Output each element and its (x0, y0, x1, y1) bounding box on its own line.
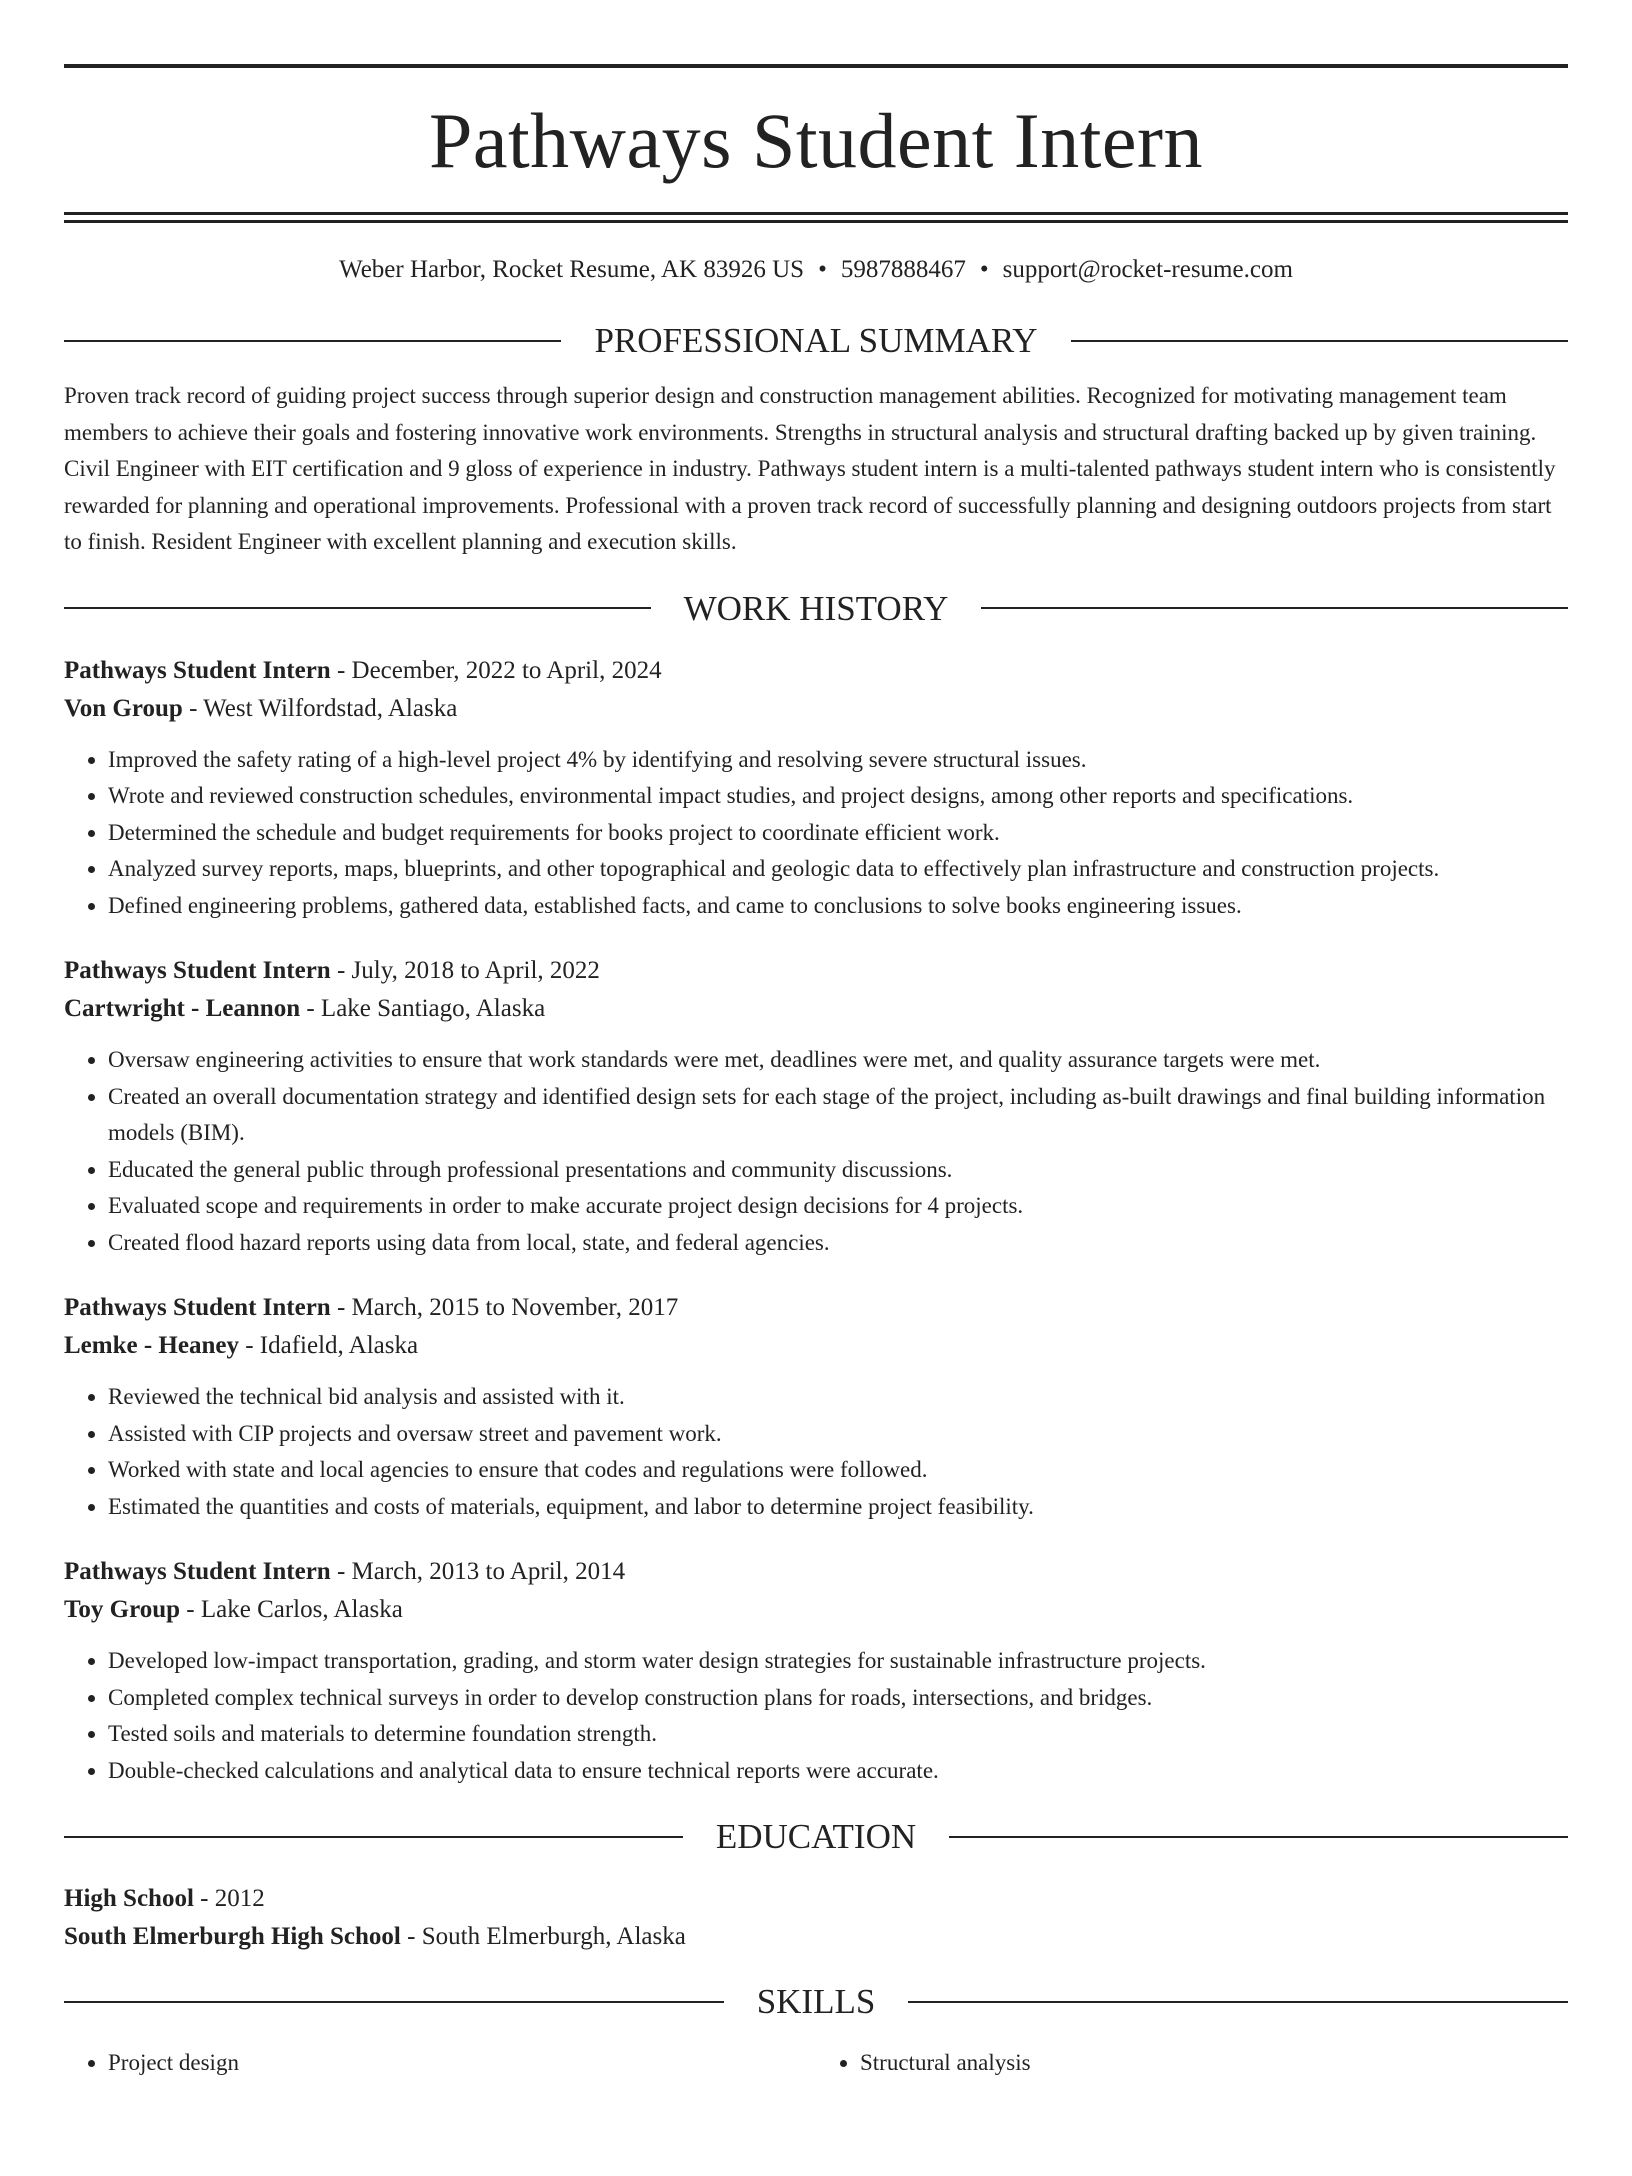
job-bullets (64, 742, 1568, 925)
job-company: Cartwright - Leannon (64, 995, 301, 1022)
job-title: Pathways Student Intern (64, 1558, 331, 1585)
job-dates: - March, 2013 to April, 2014 (330, 1558, 626, 1585)
job-company-line (64, 990, 1568, 1028)
heading-rule-left (64, 2001, 724, 2003)
section-title: SKILLS (756, 1982, 876, 2021)
top-rule (64, 64, 1568, 68)
job-bullet: • Improved the safety rating of a high-level project 4% by identifying and resolving severe structural issues. (108, 742, 1568, 779)
section-heading-skills (64, 1984, 1568, 2019)
section-title: WORK HISTORY (683, 588, 949, 628)
job-bullet: • Double-checked calculations and analytical data to ensure technical reports were accurate. (108, 1753, 1568, 1790)
heading-rule-left (64, 1836, 683, 1838)
job-bullet: • Determined the schedule and budget requirements for books project to coordinate efficient work. (108, 815, 1568, 852)
job-title-line (64, 952, 1568, 990)
job-bullet: • Wrote and reviewed construction schedules, environmental impact studies, and project designs, among other reports and specifications. (108, 778, 1568, 815)
education-degree: High School (64, 1885, 194, 1912)
job-title: Pathways Student Intern (64, 957, 331, 984)
skill-item: • Structural analysis (860, 2045, 1568, 2082)
job-bullet: • Educated the general public through professional presentations and community discussions. (108, 1152, 1568, 1189)
heading-rule-left (64, 340, 561, 342)
heading-rule-right (981, 607, 1568, 609)
section-title: PROFESSIONAL SUMMARY (594, 321, 1038, 360)
job-location: - West Wilfordstad, Alaska (182, 694, 458, 722)
job-entry (64, 652, 1568, 925)
job-dates: - July, 2018 to April, 2022 (330, 957, 600, 984)
job-bullets (64, 1042, 1568, 1261)
skill-item: • Project design (108, 2045, 816, 2082)
job-location: - Lake Santiago, Alaska (300, 995, 546, 1022)
education-entry (64, 1880, 1568, 1956)
job-bullet: • Developed low-impact transportation, grading, and storm water design strategies for sustainable infrastructure projects. (108, 1643, 1568, 1680)
job-bullet: • Oversaw engineering activities to ensure that work standards were met, deadlines were met, and quality assurance targets were met. (108, 1042, 1568, 1079)
job-bullet: • Analyzed survey reports, maps, blueprints, and other topographical and geologic data to effectively plan infrastructure and construction projects. (108, 851, 1568, 888)
education-year: - 2012 (193, 1885, 265, 1912)
job-location: - Idafield, Alaska (238, 1332, 419, 1359)
section-heading-work (64, 588, 1568, 628)
job-title-line (64, 652, 1568, 690)
summary-text: Proven track record of guiding project success through superior design and construction management abilities. Recognized for motivating management team members to achieve their goals and fostering innovative work environments. Strengths in structural analysis and structural drafting backed up by given training. Civil Engineer with EIT certification and 9 gloss of experience in industry. Pathways student intern is a multi-talented pathways student intern who is consistently rewarded for planning and operational improvements. Professional with a proven track record of successfully planning and designing outdoors projects from start to finish. Resident Engineer with excellent planning and execution skills. (64, 383, 1556, 554)
job-company: Lemke - Heaney (64, 1332, 239, 1359)
job-bullets (64, 1379, 1568, 1525)
contact-phone: 5987888467 (840, 256, 966, 283)
education-location: - South Elmerburgh, Alaska (400, 1923, 686, 1950)
work-history-list (64, 652, 1568, 1790)
contact-line (64, 255, 1568, 285)
name-double-rule (64, 212, 1568, 223)
job-bullet: • Tested soils and materials to determine foundation strength. (108, 1716, 1568, 1753)
job-entry (64, 1289, 1568, 1525)
job-company-line (64, 1327, 1568, 1365)
job-company: Von Group (64, 694, 183, 722)
job-company: Toy Group (64, 1596, 181, 1623)
job-entry (64, 1553, 1568, 1789)
job-bullet: • Evaluated scope and requirements in order to make accurate project design decisions for 4 projects. (108, 1188, 1568, 1225)
education-degree-line (64, 1880, 1568, 1918)
job-bullet: • Created an overall documentation strategy and identified design sets for each stage of the project, including as-built drawings and final building information models (BIM). (108, 1079, 1568, 1152)
skills-column-right (816, 2045, 1568, 2082)
job-bullets (64, 1643, 1568, 1789)
job-bullet: • Created flood hazard reports using data from local, state, and federal agencies. (108, 1225, 1568, 1262)
job-location: - Lake Carlos, Alaska (180, 1596, 403, 1623)
job-bullet: • Estimated the quantities and costs of materials, equipment, and labor to determine project feasibility. (108, 1489, 1568, 1526)
resume-name: Pathways Student Intern (428, 97, 1204, 184)
job-title-line (64, 1553, 1568, 1591)
job-bullet: • Defined engineering problems, gathered data, established facts, and came to conclusions to solve books engineering issues. (108, 888, 1568, 925)
skills-column-left (64, 2045, 816, 2082)
contact-separator: • (818, 256, 827, 283)
education-school: South Elmerburgh High School (64, 1923, 401, 1950)
job-bullet: • Completed complex technical surveys in order to develop construction plans for roads, intersections, and bridges. (108, 1680, 1568, 1717)
job-title-line (64, 1289, 1568, 1327)
job-bullet: • Worked with state and local agencies to ensure that codes and regulations were followed. (108, 1452, 1568, 1489)
job-company-line (64, 1591, 1568, 1629)
resume-page (0, 64, 1632, 2176)
job-entry (64, 952, 1568, 1261)
section-title: EDUCATION (715, 1817, 917, 1856)
heading-rule-left (64, 607, 651, 609)
job-bullet: • Reviewed the technical bid analysis and assisted with it. (108, 1379, 1568, 1416)
contact-separator: • (979, 256, 989, 283)
job-bullet: • Assisted with CIP projects and oversaw street and pavement work. (108, 1416, 1568, 1453)
job-company-line (64, 690, 1568, 728)
section-heading-education (64, 1819, 1568, 1854)
job-dates: - December, 2022 to April, 2024 (330, 656, 662, 684)
job-title: Pathways Student Intern (64, 656, 331, 684)
contact-address: Weber Harbor, Rocket Resume, AK 83926 US (339, 256, 805, 283)
heading-rule-right (908, 2001, 1568, 2003)
education-school-line (64, 1918, 1568, 1956)
heading-rule-right (949, 1836, 1568, 1838)
heading-rule-right (1071, 340, 1568, 342)
job-title: Pathways Student Intern (64, 1294, 331, 1321)
contact-email: support@rocket-resume.com (1002, 256, 1293, 283)
skills-list (64, 2045, 1568, 2082)
job-dates: - March, 2015 to November, 2017 (330, 1294, 679, 1321)
section-heading-summary (64, 323, 1568, 358)
